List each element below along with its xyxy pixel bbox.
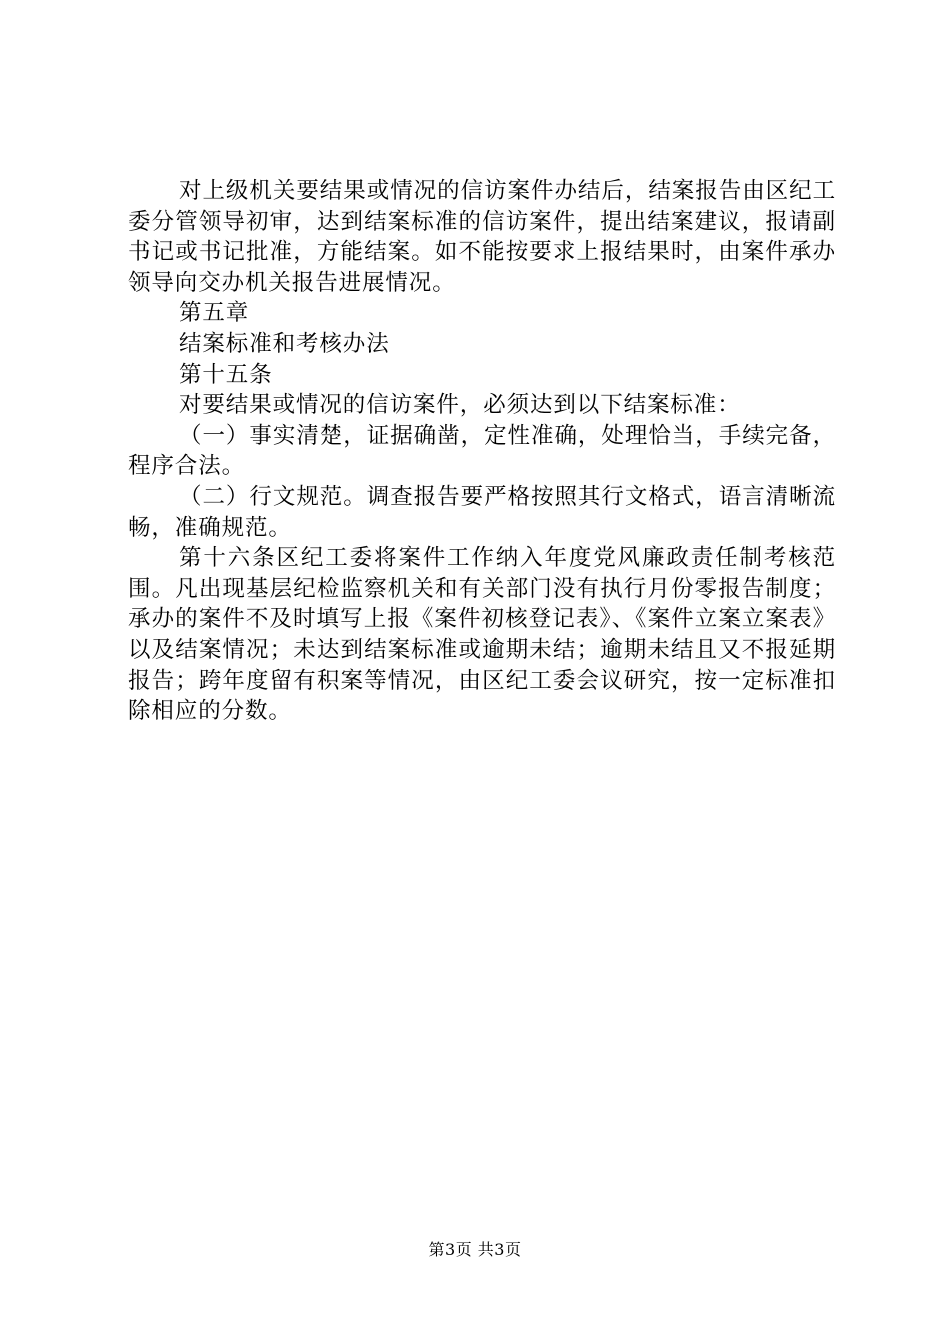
chapter-heading: 第五章 bbox=[179, 300, 250, 327]
chapter-title: 结案标准和考核办法 bbox=[179, 330, 390, 357]
page-number-footer: 第3页 共3页 bbox=[428, 1240, 522, 1259]
paragraph-standard-two: （二）行文规范。调查报告要严格按照其行文格式，语言清晰流畅，准确规范。 bbox=[128, 483, 836, 541]
paragraph-article-sixteen: 第十六条区纪工委将案件工作纳入年度党风廉政责任制考核范围。凡出现基层纪检监察机关和有关部门没有执行月份零报告制度；承办的案件不及时填写上报《案件初核登记表》、《案件立案立案表》以及结案情况；未达到结案标准或逾期未结；逾期未结且又不报延期报告；跨年度留有积案等情况，由区纪工委会议研究，按一定标准扣除相应的分数。 bbox=[128, 545, 836, 725]
document-body bbox=[128, 176, 836, 727]
article-heading: 第十五条 bbox=[179, 361, 273, 388]
paragraph-standard-one: （一）事实清楚，证据确凿，定性准确，处理恰当，手续完备，程序合法。 bbox=[128, 422, 836, 480]
paragraph-closing-standards-intro: 对要结果或情况的信访案件，必须达到以下结案标准： bbox=[179, 392, 741, 419]
paragraph-case-closing-report: 对上级机关要结果或情况的信访案件办结后，结案报告由区纪工委分管领导初审，达到结案标准的信访案件，提出结案建议，报请副书记或书记批准，方能结案。如不能按要求上报结果时，由案件承办领导向交办机关报告进展情况。 bbox=[128, 178, 836, 296]
